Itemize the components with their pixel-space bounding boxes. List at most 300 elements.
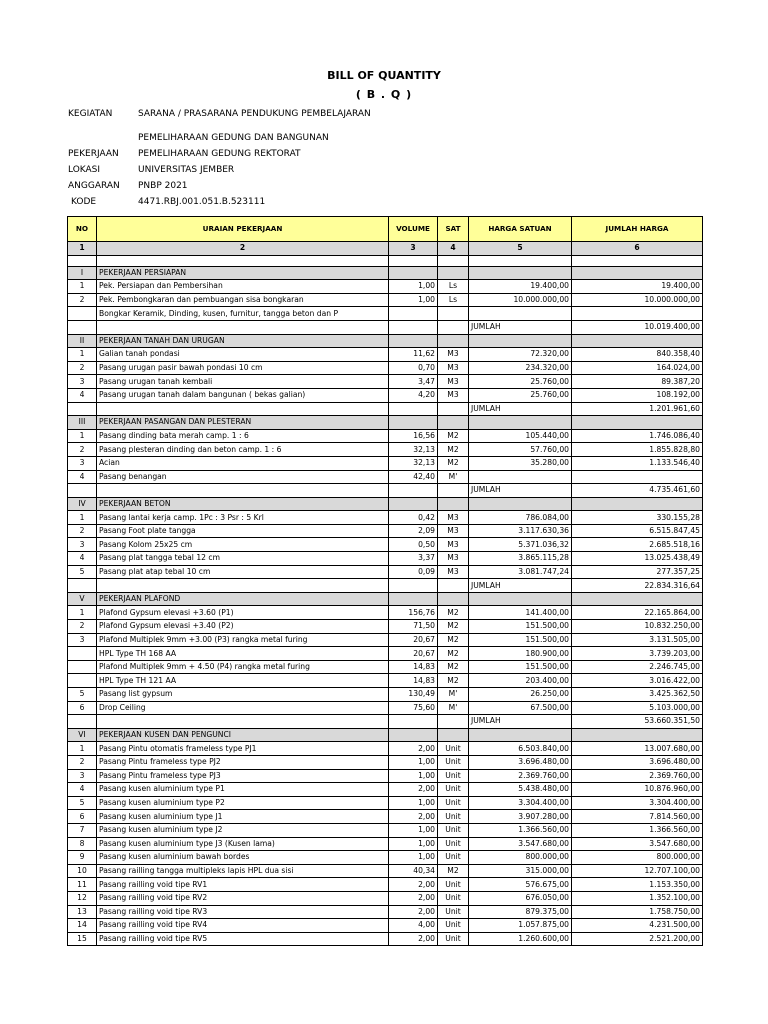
empty-cell	[68, 715, 97, 729]
item-unit-price: 19.400,00	[469, 280, 572, 294]
item-description: Pasang kusen aluminium type J2	[97, 823, 389, 837]
empty-cell	[572, 334, 703, 348]
item-unit-price: 676.050,00	[469, 891, 572, 905]
item-volume: 1,00	[389, 293, 438, 307]
item-description: Pasang list gypsum	[97, 688, 389, 702]
item-description: Bongkar Keramik, Dinding, kusen, furnitur, tangga beton dan P	[97, 307, 389, 321]
info-value: PEMELIHARAAN GEDUNG REKTORAT	[138, 149, 301, 159]
empty-cell	[438, 484, 469, 498]
item-unit: M2	[438, 647, 469, 661]
item-total-price: 3.425.362,50	[572, 688, 703, 702]
empty-cell	[438, 728, 469, 742]
item-total-price: 12.707.100,00	[572, 864, 703, 878]
item-total-price: 3.739.203,00	[572, 647, 703, 661]
item-volume: 130,49	[389, 688, 438, 702]
empty-cell	[469, 255, 572, 266]
table-row	[68, 606, 703, 620]
item-total-price: 7.814.560,00	[572, 810, 703, 824]
item-description: HPL Type TH 168 AA	[97, 647, 389, 661]
item-unit: Unit	[438, 742, 469, 756]
empty-cell	[389, 334, 438, 348]
item-unit-price: 25.760,00	[469, 388, 572, 402]
empty-cell	[438, 497, 469, 511]
item-total-price: 6.515.847,45	[572, 524, 703, 538]
table-row	[68, 742, 703, 756]
item-number: 8	[68, 837, 97, 851]
section-title: PEKERJAAN BETON	[97, 497, 389, 511]
header-uraian: URAIAN PEKERJAAN	[97, 217, 389, 242]
empty-cell	[68, 402, 97, 416]
empty-cell	[469, 592, 572, 606]
table-row	[68, 796, 703, 810]
subtotal-amount: 1.201.961,60	[572, 402, 703, 416]
item-number: 7	[68, 823, 97, 837]
section-title: PEKERJAAN PLAFOND	[97, 592, 389, 606]
item-volume: 1,00	[389, 769, 438, 783]
item-total-price: 4.231.500,00	[572, 919, 703, 933]
empty-cell	[572, 266, 703, 280]
info-label: ANGGARAN	[68, 181, 120, 191]
subtotal-row	[68, 484, 703, 498]
item-total-price: 3.696.480,00	[572, 755, 703, 769]
item-unit-price: 203.400,00	[469, 674, 572, 688]
item-unit: M3	[438, 538, 469, 552]
item-unit: Unit	[438, 919, 469, 933]
table-row	[68, 674, 703, 688]
item-unit: Unit	[438, 810, 469, 824]
item-total-price: 3.131.505,00	[572, 633, 703, 647]
item-unit: M2	[438, 606, 469, 620]
table-row	[68, 620, 703, 634]
item-unit: Unit	[438, 891, 469, 905]
item-volume: 1,00	[389, 837, 438, 851]
item-unit: M3	[438, 361, 469, 375]
table-row	[68, 388, 703, 402]
header-jumlah-harga: JUMLAH HARGA	[572, 217, 703, 242]
item-description: Pasang kusen aluminium type P2	[97, 796, 389, 810]
empty-cell	[389, 592, 438, 606]
column-number-row	[68, 242, 703, 256]
item-unit: M2	[438, 660, 469, 674]
table-row	[68, 280, 703, 294]
item-number: 10	[68, 864, 97, 878]
item-unit-price: 1.057.875,00	[469, 919, 572, 933]
item-number: 6	[68, 701, 97, 715]
item-volume: 1,00	[389, 755, 438, 769]
column-number: 2	[97, 242, 389, 256]
empty-cell	[438, 334, 469, 348]
item-unit: Unit	[438, 823, 469, 837]
item-number: 4	[68, 388, 97, 402]
item-unit-price: 105.440,00	[469, 429, 572, 443]
item-unit: Unit	[438, 932, 469, 946]
empty-cell	[389, 497, 438, 511]
item-description: Pasang railling void tipe RV2	[97, 891, 389, 905]
item-number: 4	[68, 783, 97, 797]
item-description: Pek. Persiapan dan Pembersihan	[97, 280, 389, 294]
table-row	[68, 810, 703, 824]
item-volume: 2,00	[389, 878, 438, 892]
item-unit: M2	[438, 633, 469, 647]
empty-cell	[389, 402, 438, 416]
item-number: 11	[68, 878, 97, 892]
item-unit: Unit	[438, 851, 469, 865]
item-total-price: 2.369.760,00	[572, 769, 703, 783]
item-unit-price: 72.320,00	[469, 348, 572, 362]
item-unit-price	[469, 470, 572, 484]
item-unit-price: 576.675,00	[469, 878, 572, 892]
item-unit: M3	[438, 348, 469, 362]
item-description: Pasang railling void tipe RV4	[97, 919, 389, 933]
item-total-price: 89.387,20	[572, 375, 703, 389]
table-row	[68, 375, 703, 389]
header-volume: VOLUME	[389, 217, 438, 242]
info-label: KEGIATAN	[68, 109, 113, 119]
item-description: Plafond Gypsum elevasi +3.40 (P2)	[97, 620, 389, 634]
item-unit-price: 3.547.680,00	[469, 837, 572, 851]
item-unit: M2	[438, 456, 469, 470]
section-number: VI	[68, 728, 97, 742]
item-description: Pasang Pintu frameless type PJ2	[97, 755, 389, 769]
table-row	[68, 633, 703, 647]
item-unit-price: 234.320,00	[469, 361, 572, 375]
item-volume: 75,60	[389, 701, 438, 715]
empty-cell	[469, 334, 572, 348]
info-value: UNIVERSITAS JEMBER	[138, 165, 235, 175]
item-unit-price: 1.366.560,00	[469, 823, 572, 837]
table-row	[68, 538, 703, 552]
item-unit-price: 3.696.480,00	[469, 755, 572, 769]
table-row	[68, 919, 703, 933]
item-volume: 2,00	[389, 932, 438, 946]
item-unit: M3	[438, 511, 469, 525]
subtotal-label: JUMLAH	[469, 715, 572, 729]
item-total-price: 1.352.100,00	[572, 891, 703, 905]
subtotal-row	[68, 402, 703, 416]
item-volume: 3,37	[389, 552, 438, 566]
item-unit-price: 315.000,00	[469, 864, 572, 878]
item-description: Pasang lantai kerja camp. 1Pc : 3 Psr : 5 Krl	[97, 511, 389, 525]
empty-cell	[438, 402, 469, 416]
column-number: 4	[438, 242, 469, 256]
item-volume	[389, 307, 438, 321]
table-row	[68, 823, 703, 837]
item-unit-price: 180.900,00	[469, 647, 572, 661]
item-number: 3	[68, 538, 97, 552]
item-description: Drop Ceiling	[97, 701, 389, 715]
document-title: BILL OF QUANTITY	[327, 69, 441, 82]
item-unit-price: 35.280,00	[469, 456, 572, 470]
item-unit-price: 3.907.280,00	[469, 810, 572, 824]
item-number: 4	[68, 552, 97, 566]
item-number: 12	[68, 891, 97, 905]
item-description: Plafond Gypsum elevasi +3.60 (P1)	[97, 606, 389, 620]
item-unit-price	[469, 307, 572, 321]
section-title: PEKERJAAN PASANGAN DAN PLESTERAN	[97, 416, 389, 430]
subtotal-amount: 4.735.461,60	[572, 484, 703, 498]
item-total-price: 1.153.350,00	[572, 878, 703, 892]
item-number: 2	[68, 293, 97, 307]
table-row	[68, 878, 703, 892]
item-number: 1	[68, 429, 97, 443]
item-unit: M2	[438, 429, 469, 443]
item-number: 2	[68, 443, 97, 457]
item-volume: 20,67	[389, 633, 438, 647]
item-number: 5	[68, 688, 97, 702]
item-number: 2	[68, 620, 97, 634]
empty-cell	[438, 592, 469, 606]
item-number: 3	[68, 375, 97, 389]
subtotal-amount: 22.834.316,64	[572, 579, 703, 593]
header-harga-satuan: HARGA SATUAN	[469, 217, 572, 242]
item-number: 1	[68, 511, 97, 525]
item-volume: 0,50	[389, 538, 438, 552]
item-total-price: 2.521.200,00	[572, 932, 703, 946]
empty-cell	[68, 579, 97, 593]
item-description: Galian tanah pondasi	[97, 348, 389, 362]
item-description: Pasang railling void tipe RV1	[97, 878, 389, 892]
item-description: Plafond Multiplek 9mm + 4.50 (P4) rangka metal furing	[97, 660, 389, 674]
table-row	[68, 755, 703, 769]
item-total-price: 10.832.250,00	[572, 620, 703, 634]
item-unit-price: 151.500,00	[469, 660, 572, 674]
item-volume: 2,00	[389, 905, 438, 919]
bq-table	[67, 216, 703, 946]
item-total-price: 22.165.864,00	[572, 606, 703, 620]
table-row	[68, 647, 703, 661]
table-row	[68, 864, 703, 878]
item-unit-price: 57.760,00	[469, 443, 572, 457]
info-value: 4471.RBJ.001.051.B.523111	[138, 197, 266, 207]
item-total-price	[572, 307, 703, 321]
info-label: LOKASI	[68, 165, 101, 175]
item-unit-price: 5.438.480,00	[469, 783, 572, 797]
subtotal-row	[68, 715, 703, 729]
item-description: Pek. Pembongkaran dan pembuangan sisa bongkaran	[97, 293, 389, 307]
item-unit-price: 151.500,00	[469, 620, 572, 634]
item-volume: 14,83	[389, 660, 438, 674]
item-description: Pasang benangan	[97, 470, 389, 484]
empty-cell	[438, 715, 469, 729]
item-volume: 16,56	[389, 429, 438, 443]
item-unit: M2	[438, 443, 469, 457]
empty-cell	[438, 579, 469, 593]
subtotal-label: JUMLAH	[469, 484, 572, 498]
item-description: Pasang plat atap tebal 10 cm	[97, 565, 389, 579]
item-number: 6	[68, 810, 97, 824]
item-volume: 2,09	[389, 524, 438, 538]
item-description: HPL Type TH 121 AA	[97, 674, 389, 688]
item-unit: Unit	[438, 837, 469, 851]
item-description: Pasang plat tangga tebal 12 cm	[97, 552, 389, 566]
blank-row	[68, 255, 703, 266]
empty-cell	[469, 497, 572, 511]
empty-cell	[389, 728, 438, 742]
item-volume: 2,00	[389, 891, 438, 905]
empty-cell	[389, 484, 438, 498]
item-unit-price: 3.865.115,28	[469, 552, 572, 566]
item-unit-price: 151.500,00	[469, 633, 572, 647]
item-total-price	[572, 470, 703, 484]
item-volume: 2,00	[389, 742, 438, 756]
item-description: Pasang plesteran dinding dan beton camp. 1 : 6	[97, 443, 389, 457]
document-subtitle: ( B . Q )	[355, 88, 413, 101]
item-volume: 20,67	[389, 647, 438, 661]
table-row	[68, 293, 703, 307]
item-unit-price: 141.400,00	[469, 606, 572, 620]
column-number: 3	[389, 242, 438, 256]
item-volume: 0,42	[389, 511, 438, 525]
item-volume: 2,00	[389, 783, 438, 797]
item-description: Pasang Pintu otomatis frameless type PJ1	[97, 742, 389, 756]
item-unit: Unit	[438, 755, 469, 769]
empty-cell	[572, 416, 703, 430]
item-total-price: 164.024,00	[572, 361, 703, 375]
table-row	[68, 524, 703, 538]
column-number: 5	[469, 242, 572, 256]
empty-cell	[438, 416, 469, 430]
table-row	[68, 660, 703, 674]
section-number: II	[68, 334, 97, 348]
section-number: V	[68, 592, 97, 606]
item-volume: 0,09	[389, 565, 438, 579]
item-unit: M2	[438, 674, 469, 688]
item-total-price: 1.133.546,40	[572, 456, 703, 470]
table-row	[68, 837, 703, 851]
info-label: KODE	[71, 197, 97, 207]
empty-cell	[97, 484, 389, 498]
table-row	[68, 307, 703, 321]
item-volume: 32,13	[389, 456, 438, 470]
empty-cell	[97, 402, 389, 416]
item-number: 9	[68, 851, 97, 865]
item-number: 15	[68, 932, 97, 946]
item-total-price: 2.685.518,16	[572, 538, 703, 552]
item-unit-price: 3.117.630,36	[469, 524, 572, 538]
item-unit: M3	[438, 524, 469, 538]
section-number: IV	[68, 497, 97, 511]
empty-cell	[97, 579, 389, 593]
item-volume: 4,20	[389, 388, 438, 402]
item-number: 3	[68, 633, 97, 647]
item-total-price: 3.304.400,00	[572, 796, 703, 810]
item-number: 3	[68, 456, 97, 470]
table-row	[68, 348, 703, 362]
item-total-price: 330.155,28	[572, 511, 703, 525]
item-total-price: 3.547.680,00	[572, 837, 703, 851]
empty-cell	[97, 320, 389, 334]
item-number: 13	[68, 905, 97, 919]
item-description: Plafond Multiplek 9mm +3.00 (P3) rangka metal furing	[97, 633, 389, 647]
item-volume: 42,40	[389, 470, 438, 484]
table-row	[68, 361, 703, 375]
item-description: Pasang kusen aluminium type J3 (Kusen lama)	[97, 837, 389, 851]
item-description: Pasang kusen aluminium type P1	[97, 783, 389, 797]
info-value: SARANA / PRASARANA PENDUKUNG PEMBELAJARAN	[138, 109, 371, 119]
item-description: Acian	[97, 456, 389, 470]
item-total-price: 19.400,00	[572, 280, 703, 294]
item-number	[68, 647, 97, 661]
subtotal-row	[68, 320, 703, 334]
section-row	[68, 416, 703, 430]
item-description: Pasang railling void tipe RV3	[97, 905, 389, 919]
empty-cell	[389, 266, 438, 280]
table-row	[68, 565, 703, 579]
item-volume: 2,00	[389, 810, 438, 824]
item-description: Pasang Kolom 25x25 cm	[97, 538, 389, 552]
item-total-price: 1.366.560,00	[572, 823, 703, 837]
subtotal-label: JUMLAH	[469, 320, 572, 334]
item-total-price: 1.855.828,80	[572, 443, 703, 457]
item-number: 2	[68, 755, 97, 769]
section-number: III	[68, 416, 97, 430]
item-number: 2	[68, 524, 97, 538]
item-unit-price: 25.760,00	[469, 375, 572, 389]
empty-cell	[469, 266, 572, 280]
item-description: Pasang dinding bata merah camp. 1 : 6	[97, 429, 389, 443]
empty-cell	[438, 255, 469, 266]
empty-cell	[438, 266, 469, 280]
item-unit: M2	[438, 620, 469, 634]
item-unit: M3	[438, 375, 469, 389]
section-title: PEKERJAAN TANAH DAN URUGAN	[97, 334, 389, 348]
table-row	[68, 905, 703, 919]
item-description: Pasang Pintu frameless type PJ3	[97, 769, 389, 783]
item-description: Pasang kusen aluminium type J1	[97, 810, 389, 824]
empty-cell	[389, 416, 438, 430]
item-unit-price: 6.503.840,00	[469, 742, 572, 756]
item-unit-price: 3.081.747,24	[469, 565, 572, 579]
empty-cell	[389, 255, 438, 266]
item-description: Pasang Foot plate tangga	[97, 524, 389, 538]
empty-cell	[389, 320, 438, 334]
item-volume: 1,00	[389, 796, 438, 810]
item-unit: M2	[438, 864, 469, 878]
item-unit-price: 5.371.036,32	[469, 538, 572, 552]
item-total-price: 5.103.000,00	[572, 701, 703, 715]
item-volume: 40,34	[389, 864, 438, 878]
item-volume: 71,50	[389, 620, 438, 634]
item-total-price: 10.876.960,00	[572, 783, 703, 797]
subtotal-label: JUMLAH	[469, 579, 572, 593]
item-total-price: 277.357,25	[572, 565, 703, 579]
item-description: Pasang urugan tanah dalam bangunan ( bekas galian)	[97, 388, 389, 402]
table-row	[68, 769, 703, 783]
item-description: Pasang railling tangga multipleks lapis HPL dua sisi	[97, 864, 389, 878]
item-description: Pasang railling void tipe RV5	[97, 932, 389, 946]
item-unit	[438, 307, 469, 321]
item-total-price: 10.000.000,00	[572, 293, 703, 307]
subtotal-amount: 10.019.400,00	[572, 320, 703, 334]
item-unit: M'	[438, 470, 469, 484]
item-number: 14	[68, 919, 97, 933]
item-unit: M'	[438, 701, 469, 715]
item-number	[68, 307, 97, 321]
item-volume: 1,00	[389, 851, 438, 865]
empty-cell	[438, 320, 469, 334]
table-row	[68, 443, 703, 457]
section-row	[68, 497, 703, 511]
item-description: Pasang kusen aluminium bawah bordes	[97, 851, 389, 865]
empty-cell	[68, 484, 97, 498]
item-number: 1	[68, 280, 97, 294]
table-row	[68, 470, 703, 484]
item-unit: Ls	[438, 293, 469, 307]
item-unit-price: 879.375,00	[469, 905, 572, 919]
item-unit-price: 786.084,00	[469, 511, 572, 525]
header-sat: SAT	[438, 217, 469, 242]
header-no: NO	[68, 217, 97, 242]
